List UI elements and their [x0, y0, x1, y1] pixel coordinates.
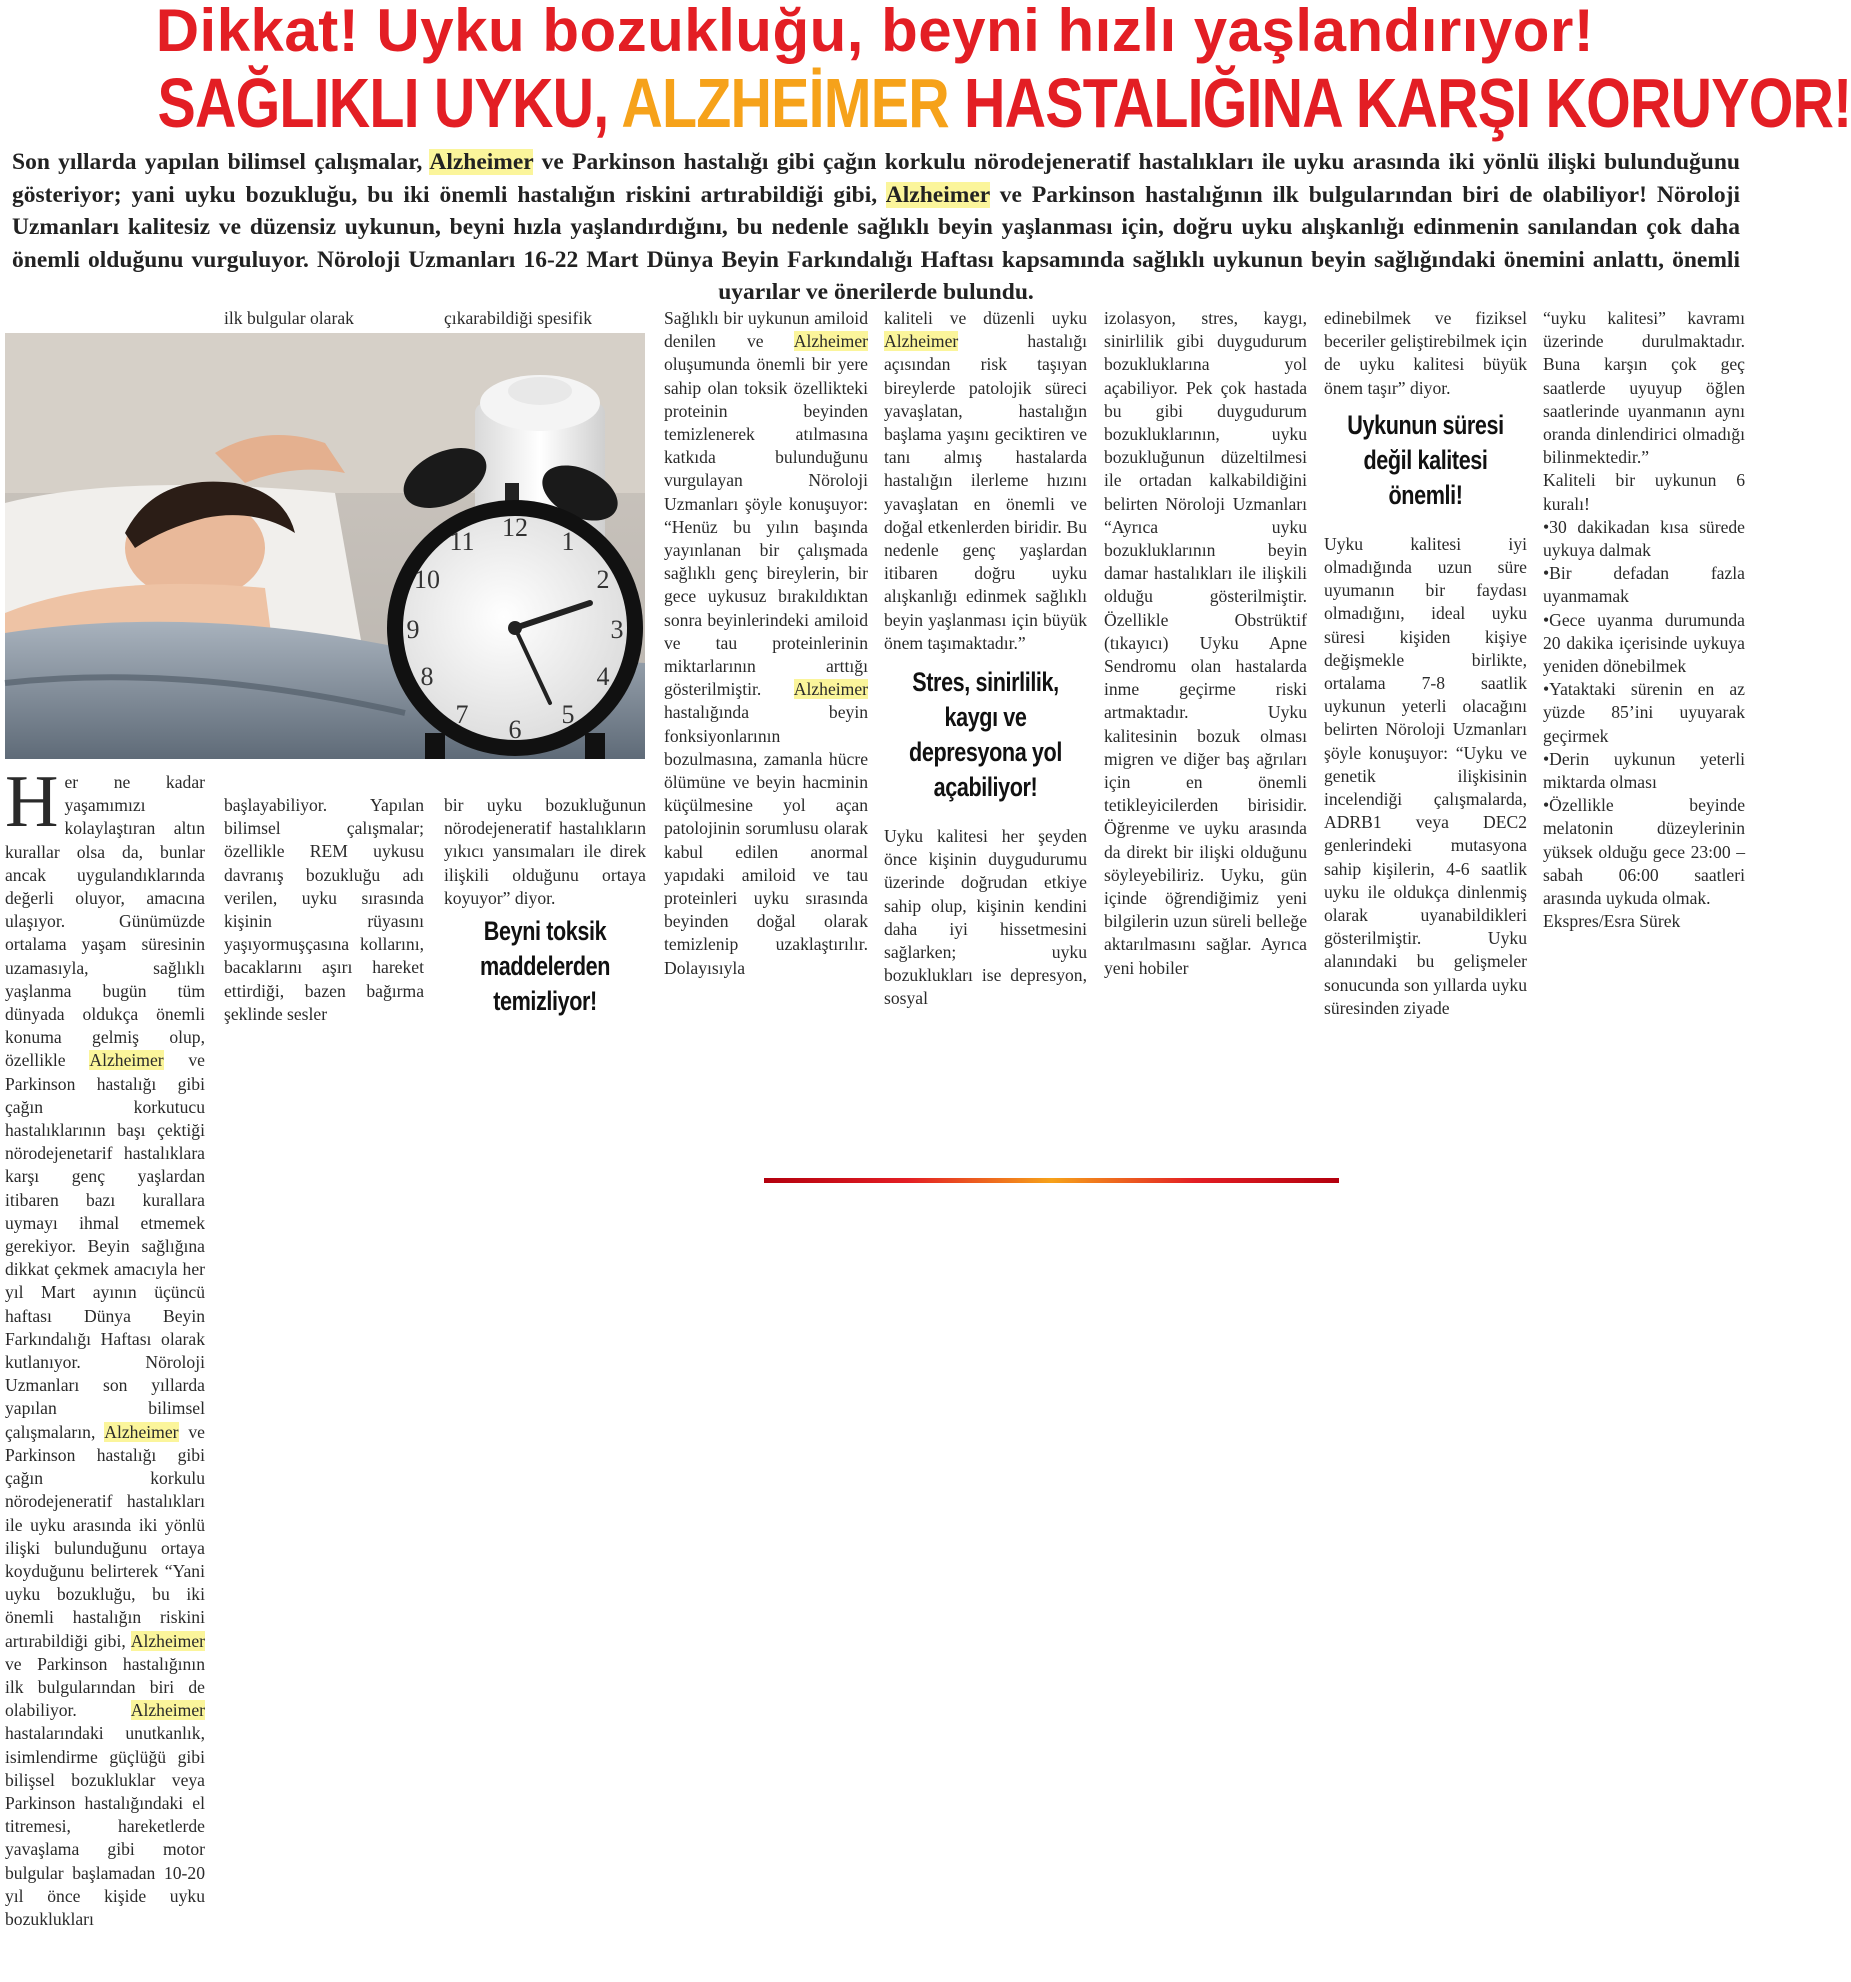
alarm-clock-illustration — [5, 333, 645, 759]
column-3-top: çıkarabildiği spesifik — [444, 308, 593, 328]
svg-text:4: 4 — [596, 662, 610, 691]
svg-text:10: 10 — [414, 565, 440, 594]
keyword-highlight: Alzheimer — [793, 331, 868, 352]
svg-text:3: 3 — [610, 615, 624, 644]
column-8 — [1543, 307, 1745, 933]
rule-item: •30 dakikadan kısa sürede uykuya dalmak — [1543, 516, 1745, 561]
lead-text: ve Parkinson hastalığının ilk bulgularından biri de olabiliyor! Nöroloji Uzmanları kalitesiz ve düzensiz uykunun, beyni hızla yaşlandırdığını, bu nedenle sağlıklı beyin yaşlanması için, doğru uyku alışkanlığı edinmenin sanılandan çok daha önemli olduğunu vurguluyor. Nöroloji Uzmanları 16-22 Mart Dünya Beyin Farkındalığı Haftası kapsamında sağlıklı uykunun beyin sağlığındaki önemini anlattı, önemli uyarılar ve önerilerde bulundu. — [12, 181, 1740, 305]
column-1 — [5, 761, 205, 1931]
rule-item: •Özellikle beyinde melatonin düzeylerinin yüksek olduğu gece 23:00 – sabah 06:00 saatleri arasında uykuda olmak. — [1543, 795, 1745, 909]
column-3 — [444, 794, 646, 1029]
column-2-top: ilk bulgular olarak — [224, 308, 354, 328]
article-photo — [5, 333, 645, 759]
svg-text:5: 5 — [561, 700, 575, 729]
body-text: er ne kadar yaşamımızı kolaylaştıran altın kurallar olsa da, bunlar ancak uygulandıklarında değerli oluyor, amacına ulaşıyor. Günümüzde ortalama yaşam süresinin uzamasıyla, sağlıklı yaşlanma bugün tüm dünyada oldukça önemli konuma gelmiş olup, özellikle — [5, 772, 205, 1071]
column-6 — [1104, 307, 1307, 980]
svg-text:12: 12 — [502, 513, 528, 542]
svg-text:8: 8 — [420, 662, 434, 691]
lead-text: Son yıllarda yapılan bilimsel çalışmalar, — [12, 149, 430, 175]
body-text: “uyku kalitesi” kavramı üzerinde durulmaktadır. Buna karşın çok geç saatlerde uyuyup öğlen saatlerinde uyanmanın aynı oranda dinlendirici olmadığı bilinmektedir.” — [1543, 308, 1745, 468]
rule-item: •Derin uykunun yeterli miktarda olması — [1543, 748, 1745, 793]
svg-text:6: 6 — [508, 715, 522, 744]
svg-text:9: 9 — [406, 615, 420, 644]
rule-item: •Yataktaki sürenin en az yüzde 85’ini uyuyarak geçirmek — [1543, 679, 1745, 746]
body-text: izolasyon, stres, kaygı, sinirlilik gibi duygudurum bozukluklarına yol açabiliyor. Pek çok hastada bu gibi duygudurum bozukluklarının, uyku bozukluğunun düzeltilmesi ile ortadan kalkabildiğini belirten Nöroloji Uzmanları “Ayrıca uyku bozukluklarının beyin damar hastalıkları ile ilişkili olduğu gösterilmiştir. Özellikle Obstrüktif (tıkayıcı) Uyku Apne Sendromu olan hastalarda inme geçirme riski artmaktadır. Uyku kalitesinin bozuk olması migren ve diğer baş ağrıları için en önemli tetikleyicilerden birisidir. Öğrenme ve uyku arasında da direkt bir ilişki olduğunu söyleyebiliriz. Uyku, gün içinde öğrendiğimiz yeni bilgilerin uzun süreli belleğe aktarılmasını sağlar. Ayrıca yeni hobiler — [1104, 308, 1307, 978]
keyword-highlight: Alzheimer — [884, 331, 959, 352]
body-text: Uyku kalitesi iyi olmadığında uzun süre uyumanın bir faydası olmadığını, ideal uyku süresi kişiden kişiye değişmekle birlikte, ortalama 7-8 saatlik uykunun yeterli olacağını belirten Nöroloji Uzmanları şöyle konuşuyor: “Uyku ve genetik ilişkisinin incelendiği çalışmalarda, ADRB1 veya DEC2 genlerindeki mutasyona sahip kişilerin, 4-6 saatlik uyku ile oldukça dinlenmiş olarak uyanabildikleri gösterilmiştir. Uyku alanındaki bu gelişmeler sonucunda son yıllarda uyku süresinden ziyade — [1324, 533, 1527, 1018]
column-5 — [884, 307, 1087, 1011]
rules-title: Kaliteli bir uykunun 6 kuralı! — [1543, 470, 1745, 514]
subheading: Beyni toksik maddelerden temizliyor! — [479, 916, 611, 1017]
svg-text:2: 2 — [596, 565, 610, 594]
column-7 — [1324, 307, 1527, 1020]
lead-paragraph — [12, 146, 1740, 309]
keyword-highlight: Alzheimer — [89, 1050, 164, 1071]
body-text: edinebilmek ve fiziksel beceriler geliştirebilmek için de uyku kalitesi büyük önem taşır” diyor. — [1324, 308, 1527, 398]
svg-text:1: 1 — [561, 527, 575, 556]
body-text: Uyku kalitesi her şeyden önce kişinin duygudurumu üzerinde doğrudan etkiye sahip olup, kişinin kendini daha iyi hissetmesini sağlarken; uyku bozuklukları ise depresyon, sosyal — [884, 826, 1087, 1009]
body-text: oluşumunda önemli bir yere sahip olan toksik özellikteki proteinin beyinden temizlenerek atılmasına katkıda bulunduğunu vurgulayan Nöroloji Uzmanları şöyle konuşuyor: “Henüz bu yılın başında yayınlanan bir çalışmada sağlıklı genç bireylerin, bir gece uykusuz bırakıldıktan sonra beyinlerindeki amiloid ve tau proteinlerinin miktarlarının arttığı gösterilmiştir. — [664, 354, 868, 700]
keyword-highlight: Alzheimer — [130, 1630, 205, 1651]
body-text: Sağlıklı bir uykunun amiloid denilen ve — [664, 308, 868, 352]
lead-text: ve Parkinson hastalığı gibi çağın korkulu nörodejeneratif hastalıkları ile uyku arasında iki yönlü ilişki bulunduğunu gösteriyor; yani uyku bozukluğu, bu iki önemli hastalığın riskini artırabildiği gibi, — [12, 149, 1740, 208]
svg-text:11: 11 — [449, 527, 475, 556]
body-text: başlayabiliyor. Yapılan bilimsel çalışmalar; özellikle REM uykusu davranış bozukluğu adı verilen, uyku sırasında kişinin rüyasını yaşıyormuşçasına kollarını, bacaklarını aşırı hareket ettirdiği, bazen bağırma şeklinde sesler — [224, 795, 424, 1024]
subheading: Stres, sinirlilik, kaygı ve depresyona yol açabiliyor! — [909, 667, 1062, 803]
drop-cap: H — [5, 761, 59, 843]
rule-item: •Bir defadan fazla uyanmamak — [1543, 563, 1745, 607]
body-text: hastalarındaki unutkanlık, isimlendirme güçlüğü gibi bilişsel bozukluklar veya Parkinson hastalığındaki el titremesi, hareketlerde yavaşlama gibi motor bulgular başlamadan 10-20 yıl önce kişide uyku bozuklukları — [5, 1723, 205, 1929]
column-2 — [224, 794, 424, 1026]
rule-item: •Gece uyanma durumunda 20 dakika içerisinde uykuya yeniden dönebilmek — [1543, 609, 1745, 677]
body-text: ve Parkinson hastalığı gibi çağın korkutucu hastalıklarının başı çektiği nörodejenetarif hastalıklara karşı genç yaşlardan itibaren bazı kurallara uymayı ihmal etmemek gerekiyor. Beyin sağlığına dikkat çekmek amacıyla her yıl Mart ayının üçüncü haftası Dünya Beyin Farkındalığı Haftası olarak kutlanıyor. Nöroloji Uzmanları son yıllarda yapılan bilimsel çalışmaların, — [5, 1050, 205, 1442]
body-text: ve Parkinson hastalığının ilk bulgularından biri de olabiliyor. — [5, 1653, 205, 1721]
headline-line-1: Dikkat! Uyku bozukluğu, beyni hızlı yaşlandırıyor! — [155, 0, 1595, 64]
headline-line-2 — [157, 64, 1851, 142]
keyword-highlight: Alzheimer — [429, 149, 534, 175]
keyword-highlight: Alzheimer — [885, 181, 990, 208]
body-text: ve Parkinson hastalığı gibi çağın korkulu nörodejeneratif hastalıkları ile uyku arasında iki yönlü ilişki bulunduğunu ortaya koyduğunu belirterek “Yani uyku bozukluğu, bu iki önemli hastalığın riskini artırabildiği gibi, — [5, 1421, 205, 1651]
divider-line — [764, 1178, 1339, 1183]
body-text: hastalığı açısından risk taşıyan bireylerde patolojik süreci yavaşlatan, hastalığın başlama yaşını geciktiren ve tanı almış hastalarda hastalığın ilerleme hızını yavaşlatan en önemli ve doğal etkenlerden biridir. Bu nedenle genç yaşlardan itibaren doğru uyku alışkanlığı edinmek sağlıklı beyin yaşlanması için büyük önem taşımaktadır.” — [884, 331, 1087, 653]
byline: Ekspres/Esra Sürek — [1543, 911, 1681, 932]
keyword-highlight: Alzheimer — [104, 1421, 179, 1442]
body-text: bir uyku bozukluğunun nörodejeneratif hastalıkların yıkıcı yansımaları ile direk ilişkili olduğunu ortaya koyuyor” diyor. — [444, 795, 646, 908]
body-text: kaliteli ve düzenli uyku — [884, 308, 1087, 328]
headline-line-2-part-2: HASTALIĞINA KARŞI KORUYOR! — [948, 64, 1851, 142]
headline-highlight: ALZHEİMER — [621, 64, 949, 142]
keyword-highlight: Alzheimer — [130, 1700, 205, 1721]
column-4 — [664, 307, 868, 980]
keyword-highlight: Alzheimer — [793, 679, 868, 700]
subheading: Uykunun süresi değil kalitesi önemli! — [1347, 409, 1504, 510]
headline-line-2-part-1: SAĞLIKLI UYKU, — [157, 64, 622, 142]
svg-text:7: 7 — [455, 700, 469, 729]
body-text: hastalığında beyin fonksiyonlarının bozulmasına, zamanla hücre ölümüne ve beyin hacminin küçülmesine yol açan patolojinin sorumlusu olarak kabul edilen anormal yapıdaki amiloid ve tau proteinleri uyku sırasında beyinden doğal olarak temizlenip uzaklaştırılır. Dolayısıyla — [664, 702, 868, 978]
